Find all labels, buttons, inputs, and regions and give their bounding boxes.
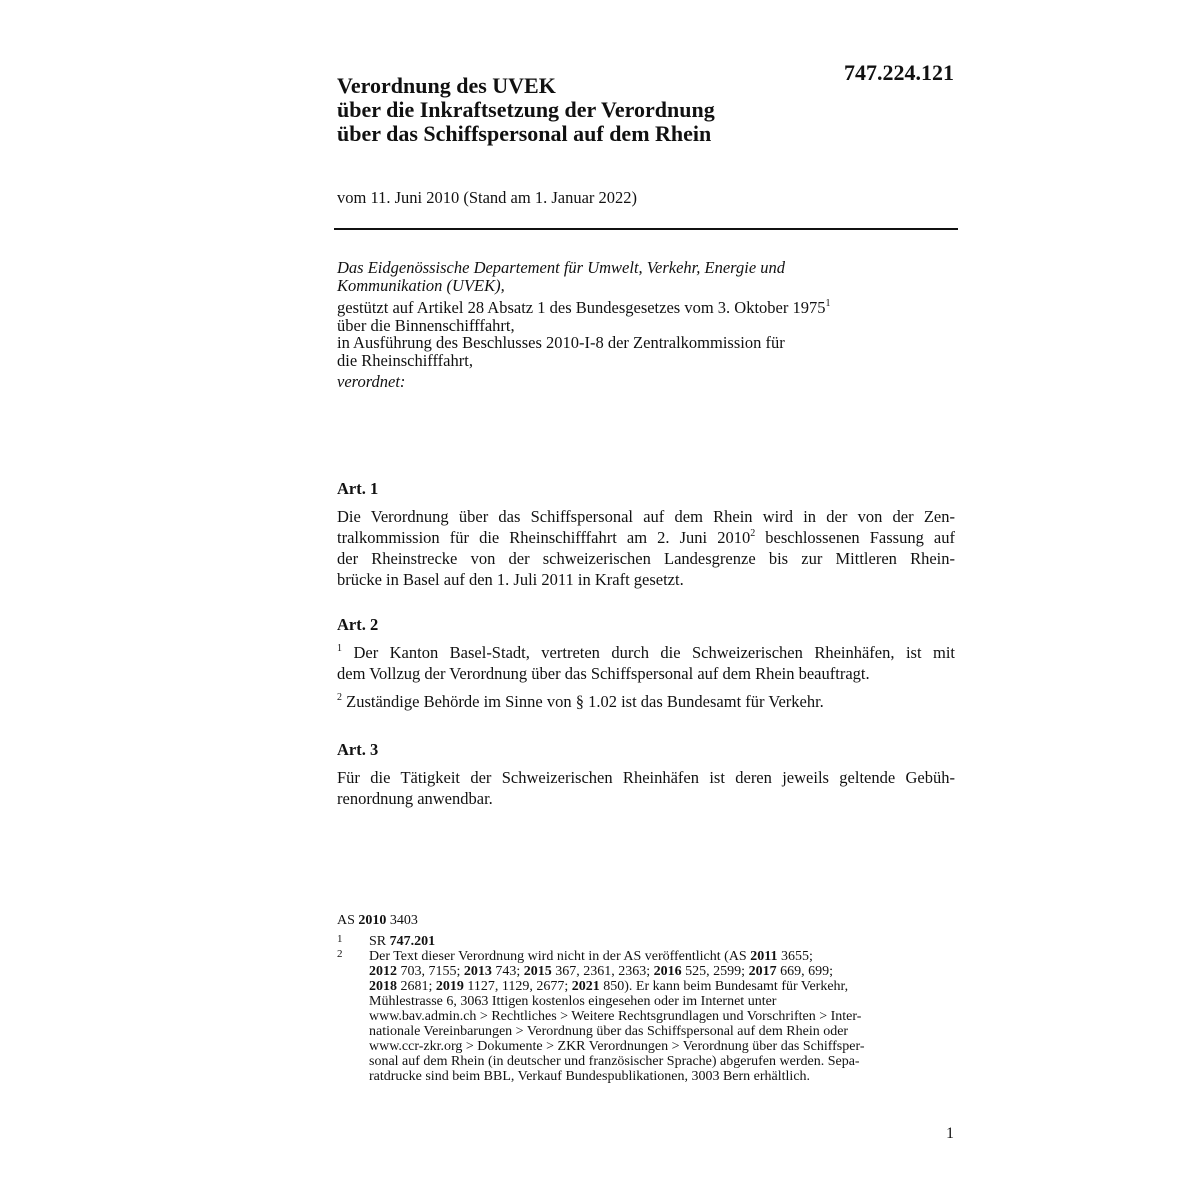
fn2-year-2018: 2018 (369, 979, 397, 994)
title-line-2: über die Inkraftsetzung der Verordnung (337, 97, 715, 122)
footnote-2-line-9: ratdrucke sind beim BBL, Verkauf Bundespublikationen, 3003 Bern erhältlich. (369, 1069, 811, 1084)
as-page: 3403 (386, 913, 418, 928)
decree-word: verordnet: (337, 372, 406, 391)
article-2-heading: Art. 2 (337, 615, 379, 634)
execution-line-2: die Rheinschifffahrt, (337, 350, 473, 370)
fn2-year-2012: 2012 (369, 964, 397, 979)
footnote-1 (337, 934, 947, 949)
article-1-line-2 (337, 527, 955, 548)
footnotes-section (337, 913, 947, 1084)
article-1-heading: Art. 1 (337, 479, 379, 498)
page-title (337, 74, 817, 146)
footnote-ref-1[interactable]: 1 (825, 298, 831, 309)
footnote-2-line-4: Mühlestrasse 6, 3063 Ittigen kostenlos eingesehen oder im Internet unter (369, 994, 777, 1009)
authority-line-2: Kommunikation (UVEK), (337, 275, 505, 295)
paragraph-number-2: 2 (337, 692, 342, 703)
legal-basis-line-1 (337, 299, 957, 317)
article-1-line-3: der Rheinstrecke von der schweizerischen Landesgrenze bis zur Mittleren Rhein- (337, 549, 955, 568)
footnote-1-prefix: SR (369, 934, 390, 949)
fn2-l1-rest: 3655; (777, 949, 813, 964)
date-status-line: vom 11. Juni 2010 (Stand am 1. Januar 2022) (337, 188, 638, 207)
legal-basis-line-2: über die Binnenschifffahrt, (337, 315, 515, 335)
title-line-3: über das Schiffspersonal auf dem Rhein (337, 121, 712, 146)
paragraph-number-1: 1 (337, 643, 342, 654)
fn2-pages-2021: 850). Er kann beim Bundesamt für Verkehr, (599, 979, 849, 994)
fn2-pages-2019: 1127, 1129, 2677; (463, 979, 572, 994)
article-3-line-2: renordnung anwendbar. (337, 789, 493, 808)
title-line-1: Verordnung des UVEK (337, 73, 556, 98)
footnote-1-mark: 1 (337, 933, 343, 945)
fn2-year-2021: 2021 (571, 979, 600, 994)
article-2-p1-line-1 (337, 642, 955, 663)
as-prefix: AS (337, 913, 359, 928)
article-1 (337, 478, 955, 590)
as-reference (337, 913, 947, 928)
fn2-year-2013: 2013 (463, 964, 492, 979)
article-2 (337, 614, 955, 712)
footnote-1-text (369, 934, 947, 949)
article-3-line-1: Für die Tätigkeit der Schweizerischen Rheinhäfen ist deren jeweils geltende Gebüh- (337, 768, 955, 787)
article-1-line-2a: tralkommission für die Rheinschifffahrt am 2. Juni 2010 (337, 528, 751, 547)
preamble (337, 259, 957, 391)
sr-number: 747.224.121 (844, 60, 954, 85)
fn2-pages-2017: 669, 699; (776, 964, 833, 979)
fn2-pages-2012: 703, 7155; (397, 964, 464, 979)
footnote-2-line-7: www.ccr-zkr.org > Dokumente > ZKR Verordnungen > Verordnung über das Schiffsper- (369, 1039, 865, 1054)
fn2-pages-2016: 525, 2599; (681, 964, 749, 979)
page-number: 1 (946, 1125, 954, 1142)
footnote-2-line-1 (369, 949, 947, 964)
header-divider (334, 228, 958, 230)
fn2-pages-2015: 367, 2361, 2363; (551, 964, 654, 979)
article-1-line-4: brücke in Basel auf den 1. Juli 2011 in Kraft gesetzt. (337, 570, 684, 589)
fn2-pages-2013: 743; (491, 964, 524, 979)
article-2-p2-line-1 (337, 691, 955, 712)
fn2-pages-2018: 2681; (397, 979, 436, 994)
article-3-text (337, 767, 955, 809)
article-2-paragraph-2 (337, 691, 955, 712)
footnote-2-line-3 (369, 979, 947, 994)
footnote-2-line-8: sonal auf dem Rhein (in deutscher und französischer Sprache) abgerufen werden. Sepa- (369, 1054, 860, 1069)
footnote-2-mark: 2 (337, 948, 343, 960)
footnote-2-line-6: nationale Vereinbarungen > Verordnung über das Schiffspersonal auf dem Rhein oder (369, 1024, 849, 1039)
article-1-line-1: Die Verordnung über das Schiffspersonal auf dem Rhein wird in der von der Zen- (337, 507, 955, 526)
footnote-2-line-2 (369, 964, 947, 979)
fn2-year-2017: 2017 (748, 964, 777, 979)
footnote-ref-2[interactable]: 2 (750, 528, 756, 539)
footnote-2-text (369, 949, 947, 1084)
footnote-1-sr-number[interactable]: 747.201 (389, 934, 436, 949)
fn2-year-2019: 2019 (435, 979, 464, 994)
fn2-year-2016: 2016 (653, 964, 682, 979)
footnote-2-line-5: www.bav.admin.ch > Rechtliches > Weitere Rechtsgrundlagen und Vorschriften > Inter- (369, 1009, 862, 1024)
authority-line-1: Das Eidgenössische Departement für Umwelt, Verkehr, Energie und (337, 258, 786, 277)
article-3 (337, 739, 955, 809)
fn2-year-2011: 2011 (750, 949, 778, 964)
article-2-p1-text: Der Kanton Basel-Stadt, vertreten durch die Schweizerischen Rheinhäfen, ist mit (342, 643, 955, 662)
article-3-heading: Art. 3 (337, 740, 379, 759)
execution-line-1: in Ausführung des Beschlusses 2010-I-8 der Zentralkommission für (337, 333, 785, 352)
footnote-2 (337, 949, 947, 1084)
article-2-paragraph-1 (337, 642, 955, 684)
fn2-l1-text: Der Text dieser Verordnung wird nicht in der AS veröffentlicht (AS (369, 949, 751, 964)
footnote-1-line (369, 934, 947, 949)
article-2-p1-line-2: dem Vollzug der Verordnung über das Schiffspersonal auf dem Rhein beauftragt. (337, 664, 870, 683)
article-1-line-2b: beschlossenen Fassung auf (755, 528, 955, 547)
article-1-text (337, 506, 955, 590)
legal-basis-text: gestützt auf Artikel 28 Absatz 1 des Bundesgesetzes vom 3. Oktober 1975 (337, 298, 826, 317)
as-year: 2010 (358, 913, 387, 928)
fn2-year-2015: 2015 (523, 964, 552, 979)
article-2-p2-text: Zuständige Behörde im Sinne von § 1.02 ist das Bundesamt für Verkehr. (342, 692, 824, 711)
